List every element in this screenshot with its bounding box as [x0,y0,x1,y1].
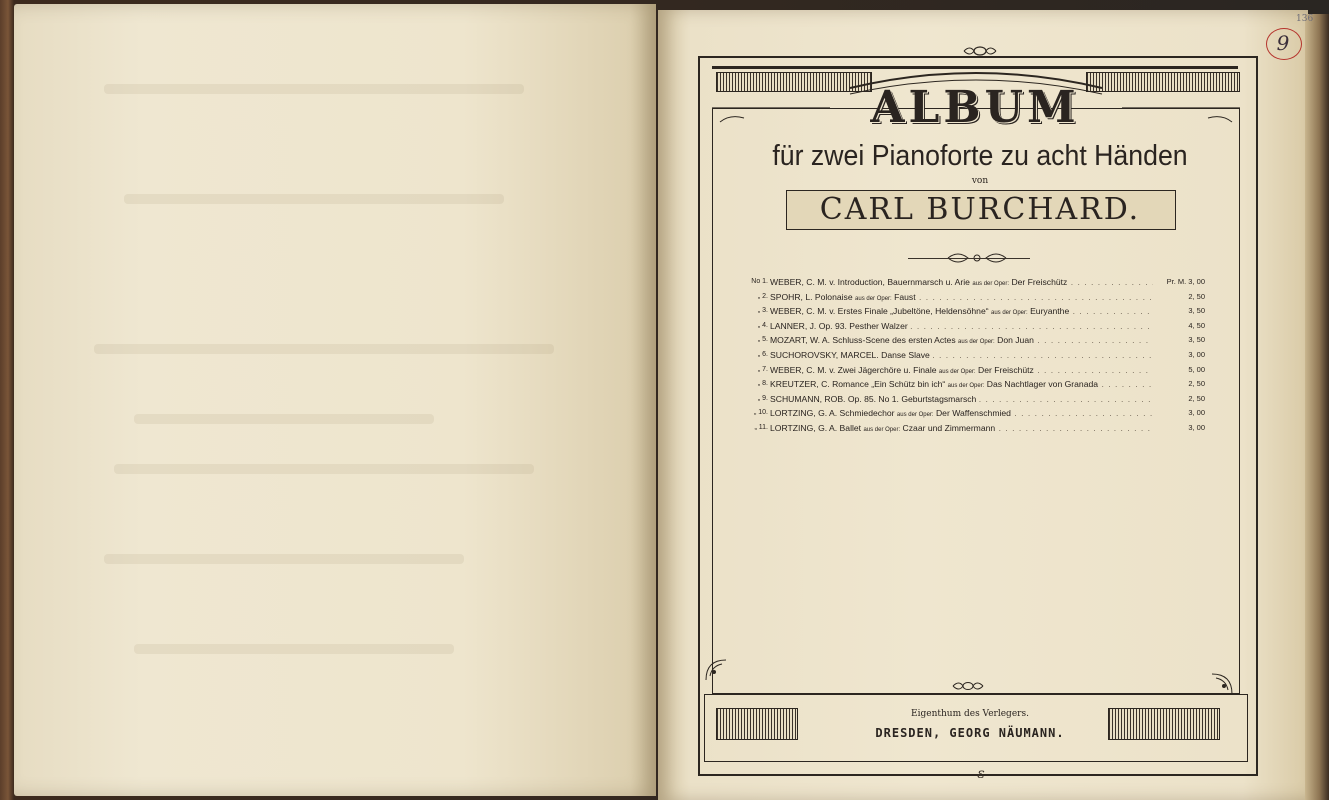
stamp-number: 9 [1276,31,1290,55]
footer-band-left [716,708,798,740]
item-text: SUCHOROVSKY, MARCEL. Danse Slave [770,349,930,360]
corner-ornament-icon [704,656,730,682]
item-number: „ 2. [757,292,768,300]
item-source: aus der Oper: [855,295,892,302]
item-number: „ 11. [754,423,768,431]
divider-rule [908,258,1030,259]
list-item [750,423,1205,438]
item-text: WEBER, C. M. v. Zwei Jägerchöre u. Finale [770,364,937,375]
left-page [14,4,656,796]
item-title [770,365,1153,375]
item-work: Das Nachtlager von Granada [986,379,1099,390]
item-price: 4, 50 [1188,320,1205,330]
item-text: LORTZING, G. A. Schmiedechor [770,408,895,419]
item-price: 3, 00 [1188,349,1205,359]
corner-ornament-icon [1208,670,1234,696]
item-price: 3, 50 [1188,306,1205,316]
list-item [750,306,1205,321]
bleed-through-line [104,554,464,564]
list-item [750,292,1205,307]
publisher-name: DRESDEN, GEORG NÄUMANN. [875,726,1065,740]
top-ornament-icon [962,44,998,58]
item-text: KREUTZER, C. Romance „Ein Schütz bin ich“ [770,379,946,390]
item-work: Der Freischütz [1011,277,1068,287]
bleed-through-line [134,414,434,424]
list-item [750,379,1205,394]
list-item [750,350,1205,365]
item-price: Pr. M. 3, 00 [1166,277,1205,286]
by-label: von [971,176,989,186]
item-source: aus der Oper: [972,281,1010,287]
footer-band-right [1108,708,1220,740]
item-number: „ 3. [757,307,768,315]
item-text: SCHUMANN, ROB. Op. 85. No 1. Geburtstagsmarsch [770,393,977,404]
signature-mark: ɛ [977,766,985,782]
list-item [750,394,1205,409]
item-source: aus der Oper: [990,310,1028,317]
item-title [770,394,1153,404]
item-work: Euryanthe [1030,306,1070,317]
item-price: 2, 50 [1188,291,1205,301]
item-source: aus der Oper: [947,383,985,390]
item-number: „ 8. [757,380,768,388]
bleed-through-line [124,194,504,204]
item-work: Faust [894,291,916,302]
item-price: 3, 00 [1188,408,1205,418]
composer-name: CARL BURCHARD. [819,192,1141,227]
item-source: aus der Oper: [896,412,934,419]
item-number: „ 9. [757,394,768,402]
item-title [770,350,1153,360]
bleed-through-line [104,84,524,94]
list-item [750,277,1205,292]
item-work: Der Waffenschmied [935,408,1011,419]
bleed-through-line [94,344,554,354]
item-title [770,277,1153,287]
item-title [770,423,1153,433]
item-number: „ 7. [757,365,768,373]
item-number: No 1. [751,278,768,285]
list-item [750,365,1205,380]
item-title [770,408,1153,418]
item-number: „ 5. [757,336,768,344]
list-item [750,408,1205,423]
item-number: „ 4. [757,321,768,329]
item-text: MOZART, W. A. Schluss-Scene des ersten Actes [770,335,956,346]
item-number: „ 6. [757,350,768,358]
item-number: „ 10. [753,409,768,417]
album-title: ALBUM [870,82,1080,133]
item-title [770,306,1153,316]
bleed-through-line [134,644,454,654]
item-price: 3, 00 [1188,422,1205,432]
item-source: aus der Oper: [938,368,976,375]
page-edge [1305,14,1329,800]
item-text: LORTZING, G. A. Ballet [770,422,862,433]
item-title [770,321,1153,331]
bleed-through-line [114,464,534,474]
bottom-ornament-icon [950,680,986,692]
item-work: Czaar und Zimmermann [902,422,996,433]
item-text: WEBER, C. M. v. Introduction, Bauernmarsch u. Arie [770,277,970,287]
item-price: 3, 50 [1188,335,1205,345]
item-price: 2, 50 [1188,379,1205,389]
list-item [750,321,1205,336]
item-text: LANNER, J. Op. 93. Pesther Walzer [770,320,908,331]
item-price: 5, 00 [1188,364,1205,374]
item-title [770,292,1153,302]
subtitle: für zwei Pianoforte zu acht Händen [772,140,1188,172]
item-source: aus der Oper: [958,339,995,346]
item-title [770,379,1153,389]
item-price: 2, 50 [1188,393,1205,403]
item-work: Don Juan [997,335,1034,346]
list-item [750,335,1205,350]
item-text: WEBER, C. M. v. Erstes Finale „Jubeltöne, Heldensöhne“ [770,306,989,317]
ownership-note: Eigenthum des Verlegers. [911,709,1029,719]
pencil-note: 136 [1296,14,1314,24]
contents-list [750,277,1205,438]
item-text: SPOHR, L. Polonaise [770,291,853,302]
item-title [770,335,1153,345]
item-work: Der Freischütz [977,364,1034,375]
item-source: aus der Oper: [863,426,901,433]
